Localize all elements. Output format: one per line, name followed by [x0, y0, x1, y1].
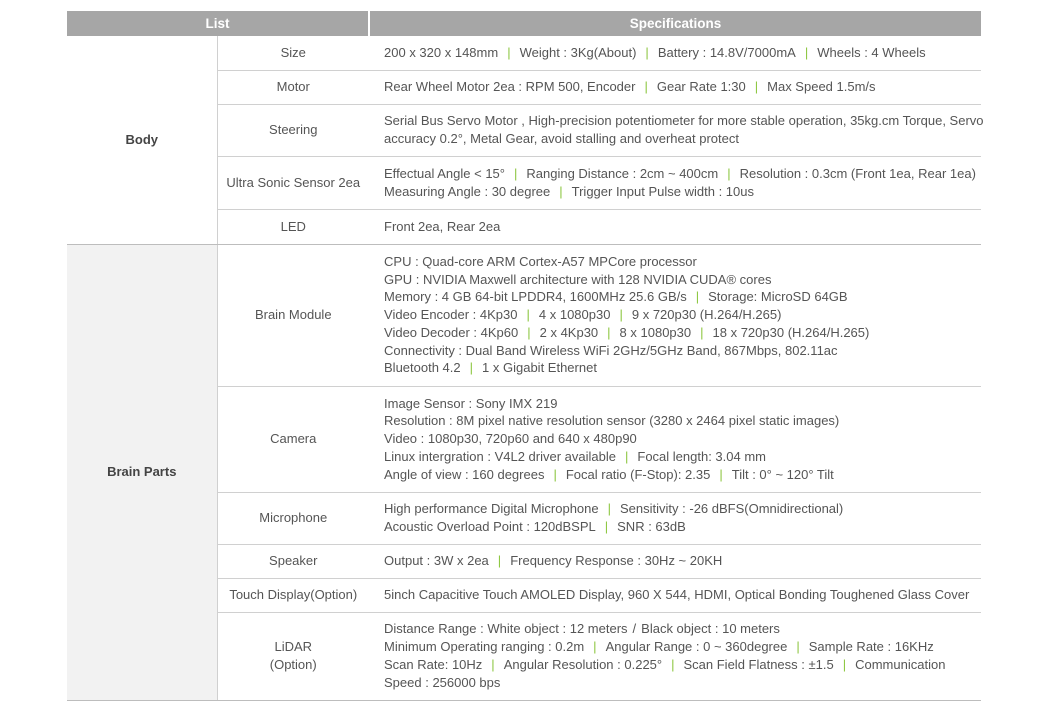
mic-sensitivity: Sensitivity : -26 dBFS(Omnidirectional) — [620, 501, 844, 517]
module-dec4: 18 x 720p30 (H.264/H.265) — [712, 324, 870, 340]
speaker-output: Output : 3W x 2ea — [384, 553, 489, 569]
module-enc2: 4 x 1080p30 — [538, 307, 611, 323]
separator: | — [624, 448, 629, 464]
mic-desc: High performance Digital Microphone — [384, 501, 599, 517]
separator: | — [527, 324, 531, 340]
lidar-slash: / — [632, 621, 637, 637]
lidar-flatness: Scan Field Flatness : ±1.5 — [683, 657, 834, 672]
spec-camera — [369, 386, 981, 492]
lidar-name2: (Option) — [269, 657, 317, 672]
lidar-comm: Communication — [855, 657, 946, 672]
speaker-freq: Frequency Response : 30Hz ~ 20KH — [510, 553, 723, 569]
module-gpu: GPU : NVIDIA Maxwell architecture with 128 NVIDIA CUDA® cores — [384, 271, 772, 287]
camera-video: Video : 1080p30, 720p60 and 640 x 480p90 — [384, 431, 637, 447]
separator: | — [553, 466, 557, 482]
row-brain-module — [67, 244, 981, 386]
separator: | — [754, 79, 759, 95]
separator: | — [644, 79, 648, 95]
lidar-black: Black object : 10 meters — [641, 621, 780, 637]
separator: | — [796, 639, 800, 655]
motor-desc: Rear Wheel Motor 2ea : RPM 500, Encoder — [384, 79, 636, 95]
separator: | — [491, 657, 495, 672]
module-bt: Bluetooth 4.2 — [384, 360, 461, 376]
spec-lidar — [369, 612, 981, 700]
spec-led: Front 2ea, Rear 2ea — [369, 209, 981, 244]
lidar-speed: Speed : 256000 bps — [384, 674, 501, 690]
separator: | — [727, 165, 731, 181]
us-measuring: Measuring Angle : 30 degree — [384, 183, 551, 199]
mic-overload: Acoustic Overload Point : 120dBSPL — [384, 519, 596, 534]
separator: | — [593, 639, 597, 655]
separator: | — [507, 44, 511, 60]
separator: | — [719, 466, 723, 482]
spec-speaker — [369, 544, 981, 578]
lidar-name1: LiDAR — [274, 639, 313, 655]
motor-gear: Gear Rate 1:30 — [656, 79, 746, 95]
item-lidar — [217, 612, 369, 700]
item-steering: Steering — [217, 104, 369, 156]
camera-linux: Linux intergration : V4L2 driver available — [384, 448, 616, 464]
camera-focal: Focal length: 3.04 mm — [637, 448, 766, 464]
group-brain-label: Brain Parts — [67, 244, 217, 700]
module-enc1: Video Encoder : 4Kp30 — [384, 307, 518, 323]
spec-size — [369, 36, 981, 70]
module-cpu: CPU : Quad-core ARM Cortex-A57 MPCore processor — [384, 253, 697, 269]
camera-view: Angle of view : 160 degrees — [384, 466, 545, 482]
spec-table — [67, 11, 984, 701]
module-storage: Storage: MicroSD 64GB — [708, 289, 848, 305]
item-motor: Motor — [217, 70, 369, 104]
mic-snr: SNR : 63dB — [617, 519, 686, 534]
module-memory: Memory : 4 GB 64-bit LPDDR4, 1600MHz 25.6 GB/s — [384, 289, 687, 305]
item-led: LED — [217, 209, 369, 244]
size-weight: Weight : 3Kg(About) — [519, 44, 637, 60]
us-resolution: Resolution : 0.3cm (Front 1ea, Rear 1ea) — [739, 165, 976, 181]
module-enc3: 9 x 720p30 (H.264/H.265) — [631, 307, 782, 323]
module-dec2: 2 x 4Kp30 — [539, 324, 599, 340]
item-microphone: Microphone — [217, 492, 369, 544]
lidar-ang-res: Angular Resolution : 0.225° — [503, 657, 663, 672]
separator: | — [604, 519, 609, 534]
item-camera: Camera — [217, 386, 369, 492]
module-eth: 1 x Gigabit Ethernet — [482, 360, 597, 376]
header-row — [67, 11, 981, 36]
lidar-scan: Scan Rate: 10Hz — [384, 657, 483, 672]
separator: | — [804, 44, 809, 60]
size-dims: 200 x 320 x 148mm — [384, 44, 499, 60]
header-list: List — [67, 11, 369, 36]
size-wheels: Wheels : 4 Wheels — [817, 44, 926, 60]
item-speaker: Speaker — [217, 544, 369, 578]
row-size — [67, 36, 981, 70]
steering-line2: accuracy 0.2°, Metal Gear, avoid stalling and overheat protect — [384, 131, 739, 146]
module-conn: Connectivity : Dual Band Wireless WiFi 2GHz/5GHz Band, 867Mbps, 802.11ac — [384, 342, 838, 358]
separator: | — [607, 324, 611, 340]
camera-resolution: Resolution : 8M pixel native resolution sensor (3280 x 2464 pixel static images) — [384, 413, 840, 429]
group-body-label: Body — [67, 36, 217, 244]
us-angle: Effectual Angle < 15° — [384, 165, 505, 181]
spec-touch: 5inch Capacitive Touch AMOLED Display, 960 X 544, HDMI, Optical Bonding Toughened Glass Cover — [369, 578, 981, 612]
separator: | — [671, 657, 675, 672]
separator: | — [559, 183, 563, 199]
item-brain-module: Brain Module — [217, 244, 369, 386]
us-trigger: Trigger Input Pulse width : 10us — [571, 183, 754, 199]
separator: | — [695, 289, 700, 305]
size-battery: Battery : 14.8V/7000mA — [657, 44, 796, 60]
lidar-sample: Sample Rate : 16KHz — [808, 639, 934, 655]
camera-sensor: Image Sensor : Sony IMX 219 — [384, 395, 558, 411]
separator: | — [619, 307, 623, 323]
steering-line1: Serial Bus Servo Motor , High-precision potentiometer for more stable operation, 35kg.cm Torque, Servo — [384, 113, 984, 129]
lidar-angular: Angular Range : 0 ~ 360degree — [605, 639, 788, 655]
lidar-min: Minimum Operating ranging : 0.2m — [384, 639, 585, 655]
separator: | — [700, 324, 704, 340]
separator: | — [607, 501, 612, 517]
camera-ratio: Focal ratio (F-Stop): 2.35 — [565, 466, 711, 482]
separator: | — [645, 44, 649, 60]
camera-tilt: Tilt : 0° ~ 120° Tilt — [731, 466, 834, 482]
lidar-white: Distance Range : White object : 12 meters — [384, 621, 628, 637]
separator: | — [842, 657, 847, 672]
motor-speed: Max Speed 1.5m/s — [767, 79, 876, 95]
us-range: Ranging Distance : 2cm ~ 400cm — [526, 165, 719, 181]
item-touch: Touch Display(Option) — [217, 578, 369, 612]
item-ultrasonic: Ultra Sonic Sensor 2ea — [217, 156, 369, 209]
item-size: Size — [217, 36, 369, 70]
header-specifications: Specifications — [369, 11, 981, 36]
separator: | — [469, 360, 474, 376]
separator: | — [526, 307, 530, 323]
separator: | — [513, 165, 518, 181]
spec-motor — [369, 70, 981, 104]
spec-ultrasonic — [369, 156, 981, 209]
spec-brain-module — [369, 244, 981, 386]
separator: | — [497, 553, 502, 569]
spec-steering — [369, 104, 984, 156]
module-dec1: Video Decoder : 4Kp60 — [384, 324, 519, 340]
module-dec3: 8 x 1080p30 — [619, 324, 692, 340]
spec-microphone — [369, 492, 981, 544]
